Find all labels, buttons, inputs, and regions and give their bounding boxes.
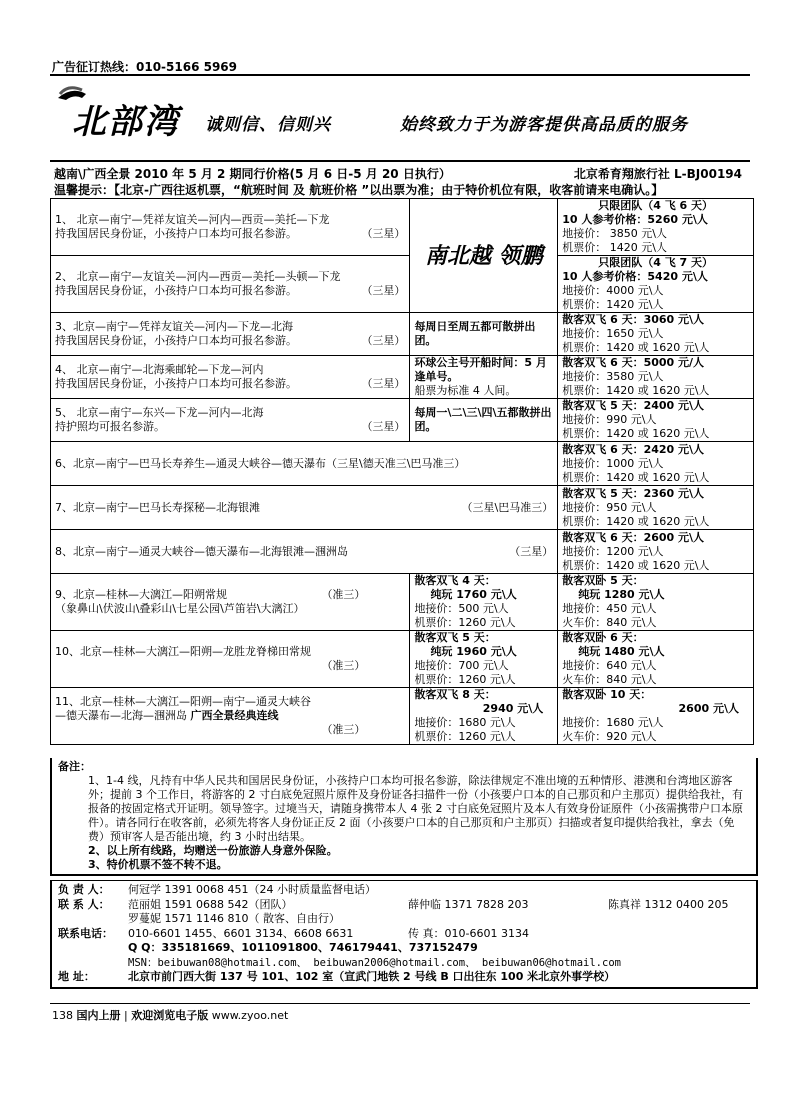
price-local: 地接价：3580 元\人: [562, 370, 664, 383]
route-line: 11、北京—桂林—大漓江—阳朔—南宁—通灵大峡谷: [55, 695, 311, 708]
table-row: [51, 631, 754, 688]
footer-url[interactable]: www.zyoo.net: [211, 1009, 289, 1022]
table-row: [51, 356, 754, 399]
contact-label: 地 址：: [58, 970, 95, 983]
price-air: 机票价：1420 或 1620 元\人: [562, 514, 710, 528]
train-type: 散客双卧 5 天：: [562, 574, 644, 587]
air-local: 地接价：1680 元\人: [414, 716, 516, 729]
air-type: 散客双飞 8 天：: [414, 688, 496, 701]
route-note: 持护照均可报名参游。: [55, 420, 165, 433]
price-local: 地接价：1000 元\人: [562, 456, 664, 470]
table-row: [51, 486, 754, 530]
train-local: 地接价：640 元\人: [562, 659, 657, 672]
table-row: [51, 199, 754, 256]
table-row: [51, 530, 754, 574]
address: 北京市前门西大街 137 号 101、102 室（宣武门地铁 2 号线 B 口出往东 100 米北京外事学校）: [128, 970, 616, 983]
notes-section: [50, 758, 758, 876]
schedule-note: 每周一\二\三\四\五都散拼出团。: [410, 399, 558, 442]
note-item: 2、以上所有线路，均赠送一份旅游人身意外保险。: [88, 844, 338, 857]
price-type: 散客双飞 5 天：2360 元\人: [562, 486, 705, 500]
slogan-right: 始终致力于为游客提供高品质的服务: [400, 115, 688, 135]
air-price: 纯玩 1960 元\人: [430, 645, 517, 658]
price-local: 地接价： 3850 元\人: [562, 227, 667, 240]
cabin-note: 船票为标准 4 人间。: [414, 384, 517, 397]
company-logo: [52, 80, 212, 160]
fax-number: 传 真：010-6601 3134: [408, 926, 529, 940]
route-grade: （三星）: [361, 284, 406, 297]
top-rule: [50, 74, 750, 76]
price-local: 地接价：1200 元\人: [562, 544, 664, 558]
schedule-note: 每周日至周五都可散拼出团。: [410, 313, 558, 356]
route-note: 持我国居民身份证，小孩持户口本均可报名参游。: [55, 377, 297, 390]
route-note: 持我国居民身份证，小孩持户口本均可报名参游。: [55, 227, 297, 240]
air-local: 地接价：500 元\人: [414, 602, 509, 615]
table-row: [51, 399, 754, 442]
msn-accounts[interactable]: MSN：beibuwan08@hotmail.com、 beibuwan2006@hotmail.com、 beibuwan06@hotmail.com: [128, 956, 621, 969]
route-line: 3、北京—南宁—凭祥友谊关—河内—下龙—北海: [55, 320, 293, 333]
price-air: 机票价：1420 或 1620 元\人: [562, 384, 710, 397]
train-local: 地接价：450 元\人: [562, 602, 657, 615]
note-item: 3、特价机票不签不转不退。: [88, 858, 228, 871]
price-local: 地接价：990 元\人: [562, 413, 657, 426]
price-air: 机票价：1420 或 1620 元\人: [562, 341, 710, 354]
page-footer: 138 国内上册 | 欢迎浏览电子版 www.zyoo.net: [52, 1009, 289, 1022]
contacts-section: [50, 880, 758, 989]
route-note: 持我国居民身份证，小孩持户口本均可报名参游。: [55, 334, 297, 347]
route-line: 6、北京—南宁—巴马长寿养生—通灵大峡谷—德天瀑布（三星\德天准三\巴马准三）: [51, 442, 558, 486]
price-type: 散客双飞 6 天：2420 元\人: [562, 442, 705, 456]
routes-table: [50, 198, 754, 745]
price-type: 只限团队（4 飞 7 天）: [598, 256, 714, 269]
schedule-note: 环球公主号开船时间：5 月逢单号。: [414, 356, 547, 383]
price-type: 散客双飞 6 天：3060 元\人: [562, 313, 705, 326]
price-air: 机票价：1420 或 1620 元\人: [562, 427, 710, 440]
train-price: 纯玩 1480 元\人: [578, 645, 665, 658]
price-title: 越南\广西全景 2010 年 5 月 2 期同行价格(5 月 6 日-5 月 20 日执行）: [54, 167, 451, 181]
contact-person: 陈真祥 1312 0400 205: [608, 897, 729, 911]
route-line: 2、 北京—南宁—友谊关—河内—西贡—美托—头顿—下龙: [55, 270, 341, 283]
air-type: 散客双飞 5 天：: [414, 631, 496, 644]
route-highlight: 广西全景经典连线: [190, 709, 279, 722]
train-type: 散客双卧 10 天：: [562, 688, 652, 701]
footer-rule: [50, 1003, 750, 1004]
price-local: 地接价：1650 元\人: [562, 327, 664, 340]
route-line: 4、 北京—南宁—北海乘邮轮—下龙—河内: [55, 363, 264, 376]
train-ticket: 火车价：920 元\人: [562, 730, 657, 743]
air-ticket: 机票价：1260 元\人: [414, 730, 516, 743]
route-grade: （准三）: [321, 723, 366, 736]
note-item: 1、1-4 线，凡持有中华人民共和国居民身份证，小孩持户口本均可报名参游，除法律规定不准出境的五种情形、港澳和台湾地区游客外；提前 3 个工作日，将游客的 2 寸白底免冠照片原件及身份证各扫描件一份（小孩要户口本的自己那页和户主那页）提供给我社，有报备的按固定格式开证明。领导签字。过境当天，请随身携带本人 4 张 2 寸白底免冠照片及本人有效身份证原件（小孩需携带户口本原件）。请各同行在收客前，必须先将客人身份证正反 2 面（小孩要户口本的自己那页和户主那页）扫描或者复印提供给我社，拿去（免费）预审客人是否能出境，约 3 小时出结果。: [88, 774, 743, 843]
route-line: 5、 北京—南宁—东兴—下龙—河内—北海: [55, 406, 264, 419]
train-type: 散客双卧 6 天：: [562, 631, 644, 644]
table-row: [51, 574, 754, 631]
price-air: 机票价：1420 或 1620 元\人: [562, 558, 710, 572]
price-type: 只限团队（4 飞 6 天）: [598, 199, 714, 212]
route-grade: （三星\巴马准三）: [461, 500, 554, 514]
route-line: 10、北京—桂林—大漓江—阳朔—龙胜龙脊梯田常规: [55, 645, 311, 658]
air-price: 纯玩 1760 元\人: [430, 588, 517, 601]
route-line: 7、北京—南宁—巴马长寿探秘—北海银滩: [55, 500, 260, 514]
route-line: 1、 北京—南宁—凭祥友谊关—河内—西贡—美托—下龙: [55, 213, 330, 226]
air-type: 散客双飞 4 天：: [414, 574, 496, 587]
route-line: 8、北京—南宁—通灵大峡谷—德天瀑布—北海银滩—涠洲岛: [55, 544, 348, 558]
contact-label: 联 系 人：: [58, 897, 110, 911]
train-price: 纯玩 1280 元\人: [578, 588, 665, 601]
footer-slogan: 欢迎浏览电子版: [131, 1009, 209, 1022]
slogan-left: 诚则信、信则兴: [205, 115, 331, 135]
route-grade: （三星）: [361, 334, 406, 347]
route-note: —德天瀑布—北海—涠洲岛: [55, 709, 187, 722]
table-row: [51, 442, 754, 486]
notes-title: 备注：: [58, 760, 91, 773]
route-line: 9、北京—桂林—大漓江—阳朔常规: [55, 588, 227, 601]
ad-hotline: 广告征订热线：010-5166 5969: [52, 60, 238, 74]
price-type: 散客双飞 5 天：2400 元\人: [562, 399, 705, 412]
contact-label: 负 责 人：: [58, 883, 110, 896]
calligraphy-art: 南北越 领鹏: [410, 199, 558, 313]
price-air: 机票价：1420 元\人: [562, 298, 664, 311]
train-local: 地接价：1680 元\人: [562, 716, 664, 729]
route-grade: （三星）: [509, 544, 554, 558]
manager-contact: 何冠学 1391 0068 451（24 小时质量监督电话）: [128, 883, 376, 896]
qq-numbers: Q Q：335181669、1011091800、746179441、737152479: [128, 941, 478, 954]
route-grade: （三星）: [361, 227, 406, 240]
contact-person: 罗蔓妮 1571 1146 810（ 散客、自由行）: [128, 912, 340, 925]
table-row: [51, 256, 754, 313]
air-ticket: 机票价：1260 元\人: [414, 616, 516, 629]
air-price: 2940 元\人: [482, 702, 544, 715]
price-local: 地接价：950 元\人: [562, 500, 657, 514]
air-local: 地接价：700 元\人: [414, 659, 509, 672]
route-note: （象鼻山\伏波山\叠彩山\七星公园\芦笛岩\大漓江）: [55, 602, 305, 615]
price-air: 机票价：1420 或 1620 元\人: [562, 470, 710, 484]
price-air: 机票价： 1420 元\人: [562, 241, 667, 254]
contact-person: 薛仲临 1371 7828 203: [408, 897, 529, 911]
price-ref: 10 人参考价格：5420 元\人: [562, 270, 708, 283]
route-grade: （准三）: [321, 659, 366, 672]
train-price: 2600 元\人: [678, 702, 739, 715]
price-type: 散客双飞 6 天：2600 元\人: [562, 530, 705, 544]
table-row: [51, 313, 754, 356]
route-grade: （三星）: [361, 377, 406, 390]
route-grade: （准三）: [321, 588, 366, 601]
air-ticket: 机票价：1260 元\人: [414, 673, 516, 686]
contact-person: 范丽姐 1591 0688 542（团队）: [128, 897, 293, 911]
train-ticket: 火车价：840 元\人: [562, 673, 657, 686]
route-grade: （三星）: [361, 420, 406, 433]
phone-numbers: 010-6601 1455、6601 3134、6608 6631: [128, 926, 354, 940]
train-ticket: 火车价：840 元\人: [562, 616, 657, 629]
contact-label: 联系电话：: [58, 926, 113, 940]
warm-tip: 温馨提示：【北京-广西往返机票，“航班时间 及 航班价格 ”以出票为准；由于特价机位有限，收客前请来电确认。】: [54, 183, 664, 197]
page-number: 138: [52, 1009, 73, 1022]
section-name: 国内上册: [76, 1009, 121, 1022]
table-row: [51, 688, 754, 745]
agency-name: 北京希育翔旅行社 L-BJ00194: [573, 167, 742, 181]
header-rule: [50, 160, 750, 162]
price-type: 散客双飞 6 天：5000 元/人: [562, 356, 705, 369]
route-note: 持我国居民身份证，小孩持户口本均可报名参游。: [55, 284, 297, 297]
logo-text: 北部湾: [72, 102, 180, 142]
price-local: 地接价：4000 元\人: [562, 284, 664, 297]
price-ref: 10 人参考价格：5260 元\人: [562, 213, 708, 226]
